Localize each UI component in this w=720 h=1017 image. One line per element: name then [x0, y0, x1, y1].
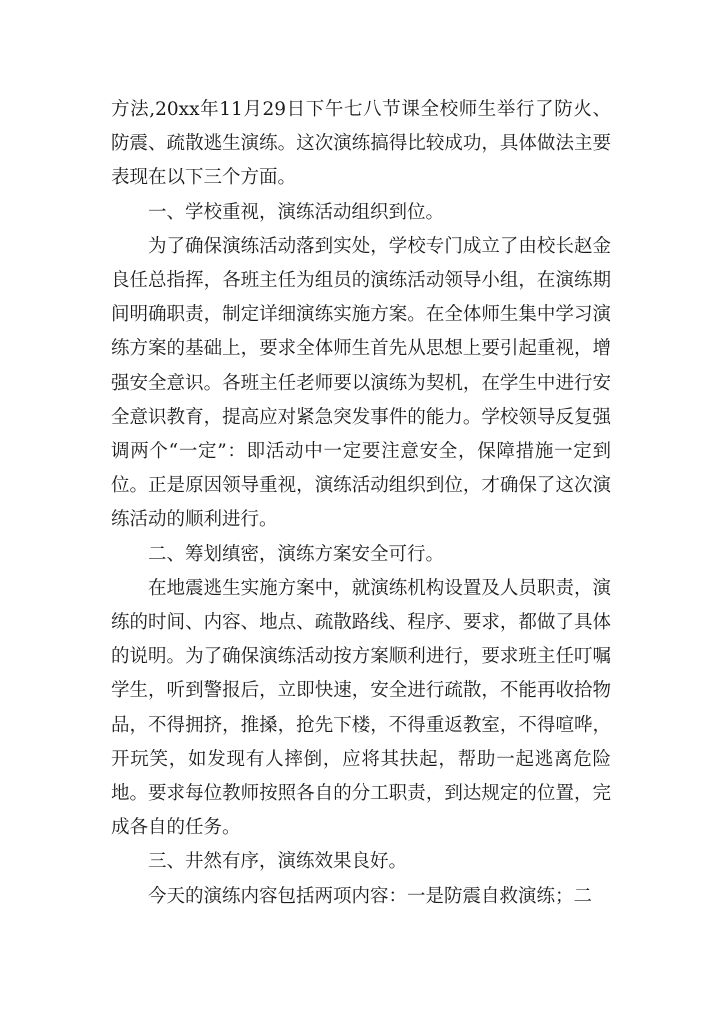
section-heading-1: 一、学校重视，演练活动组织到位。 [148, 201, 445, 223]
paragraph-section-2: 在地震逃生实施方案中，就演练机构设置及人员职责，演练的时间、内容、地点、疏散路线、程序、要求，都做了具体的说明。为了确保演练活动按方案顺利进行，要求班主任叮嘱学生，听到警报后，立即快速，安全进行疏散，不能再收拾物品，不得拥挤，推搡，抢先下楼，不得重返教室，不得喧哗，开玩笑，如发现有人摔倒，应将其扶起，帮助一起逃离危险地。要求每位教师按照各自的分工职责，到达规定的位置，完成各自的任务。 [111, 577, 611, 839]
document-body [111, 93, 611, 914]
section-heading-2: 二、筹划缜密，演练方案安全可行。 [148, 543, 445, 565]
paragraph-intro-continuation: 方法,20xx年11月29日下午七八节课全校师生举行了防火、防震、疏散逃生演练。这次演练搞得比较成功，具体做法主要表现在以下三个方面。 [111, 99, 611, 189]
paragraph-section-1: 为了确保演练活动落到实处，学校专门成立了由校长赵金良任总指挥，各班主任为组员的演练活动领导小组，在演练期间明确职责，制定详细演练实施方案。在全体师生集中学习演练方案的基础上，要求全体师生首先从思想上要引起重视，增强安全意识。各班主任老师要以演练为契机，在学生中进行安全意识教育，提高应对紧急突发事件的能力。学校领导反复强调两个“一定”：即活动中一定要注意安全，保障措施一定到位。正是原因领导重视，演练活动组织到位，才确保了这次演练活动的顺利进行。 [111, 235, 611, 531]
paragraph-section-3: 今天的演练内容包括两项内容：一是防震自救演练；二 [148, 885, 593, 907]
section-heading-3: 三、井然有序，演练效果良好。 [148, 851, 408, 873]
